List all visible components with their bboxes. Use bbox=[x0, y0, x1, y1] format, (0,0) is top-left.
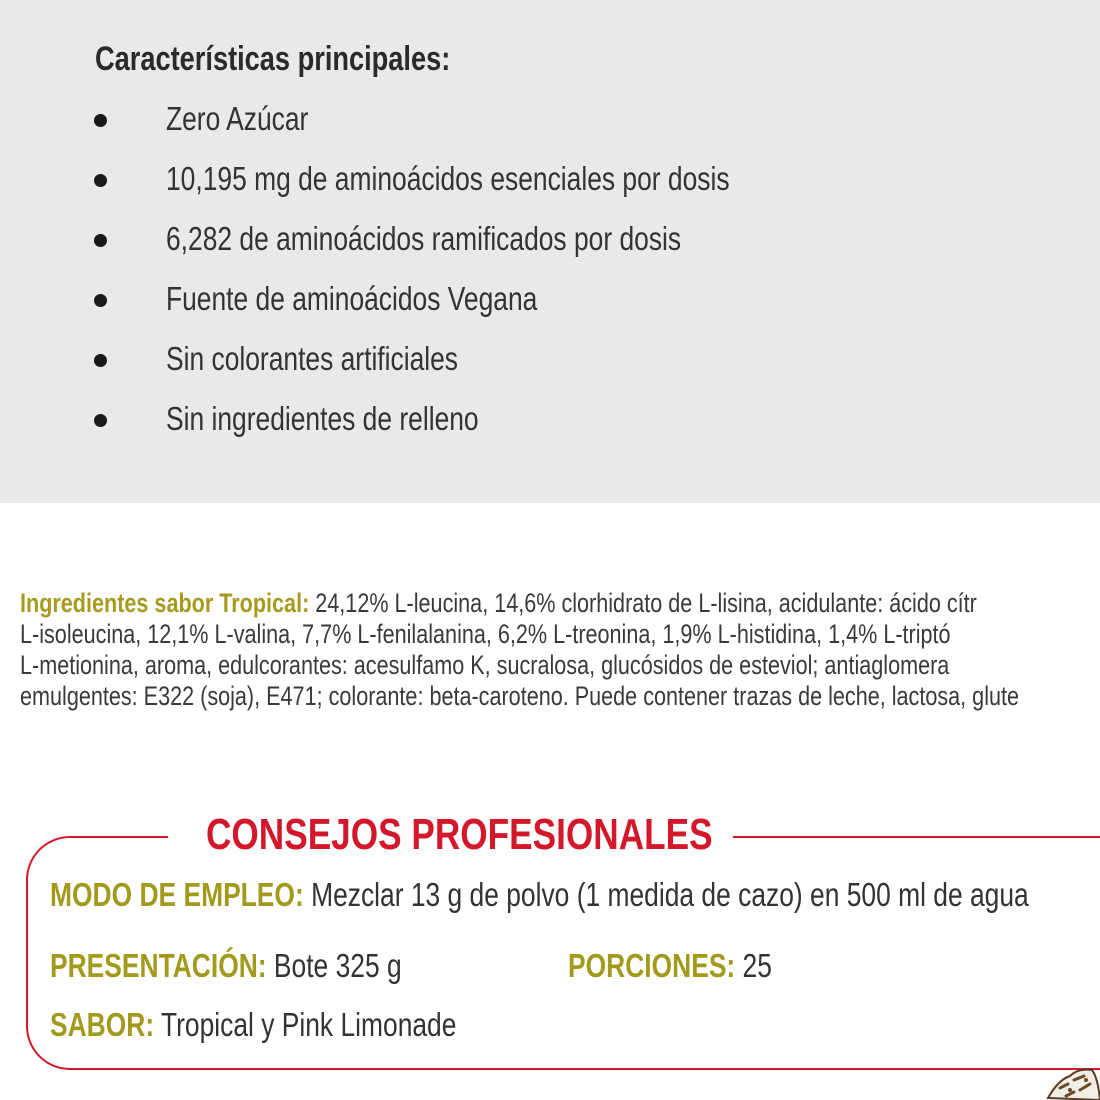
porciones-label: PORCIONES: bbox=[568, 947, 736, 984]
feature-item bbox=[0, 92, 1100, 152]
ingredients-text: emulgentes: E322 (soja), E471; colorante: beta-caroteno. Puede contener trazas de leche, lactosa, glute bbox=[20, 681, 1020, 711]
sabor-label: SABOR: bbox=[50, 1006, 155, 1043]
feature-item bbox=[0, 332, 1100, 392]
bullet-icon bbox=[94, 354, 107, 367]
ingredients-label: Ingredientes sabor Tropical: bbox=[20, 588, 310, 618]
feature-item bbox=[0, 392, 1100, 452]
feature-item bbox=[0, 212, 1100, 272]
feature-text: Sin ingredientes de relleno bbox=[166, 400, 479, 437]
bullet-icon bbox=[94, 234, 107, 247]
ingredients-line bbox=[20, 619, 1100, 650]
feature-item bbox=[0, 272, 1100, 332]
presentacion-row bbox=[50, 947, 490, 985]
ingredients-line bbox=[20, 650, 1100, 681]
feature-list bbox=[0, 92, 1100, 452]
ingredients-block bbox=[20, 588, 1100, 712]
sabor-row bbox=[50, 1006, 558, 1044]
feature-item bbox=[0, 152, 1100, 212]
modo-empleo-value: Mezclar 13 g de polvo (1 medida de cazo) en 500 ml de agua bbox=[303, 876, 1029, 913]
consejos-title: CONSEJOS PROFESIONALES bbox=[206, 810, 713, 859]
bullet-icon bbox=[94, 414, 107, 427]
feature-text: Sin colorantes artificiales bbox=[166, 340, 458, 377]
ingredients-line bbox=[20, 681, 1100, 712]
feature-text: Fuente de aminoácidos Vegana bbox=[166, 280, 538, 317]
decorative-illustration-icon bbox=[1040, 1040, 1100, 1100]
modo-empleo-label: MODO DE EMPLEO: bbox=[50, 876, 304, 913]
ingredients-text: L-metionina, aroma, edulcorantes: acesulfamo K, sucralosa, glucósidos de esteviol; antiaglomera bbox=[20, 650, 950, 680]
feature-text: 10,195 mg de aminoácidos esenciales por dosis bbox=[166, 160, 730, 197]
ingredients-text: 24,12% L-leucina, 14,6% clorhidrato de L-lisina, acidulante: ácido cítr bbox=[309, 588, 977, 618]
features-panel bbox=[0, 0, 1100, 503]
feature-text: 6,282 de aminoácidos ramificados por dosis bbox=[166, 220, 682, 257]
modo-empleo-row bbox=[50, 876, 1100, 914]
ingredients-line bbox=[20, 588, 1100, 619]
sabor-value: Tropical y Pink Limonade bbox=[154, 1006, 457, 1043]
bullet-icon bbox=[94, 114, 107, 127]
ingredients-text: L-isoleucina, 12,1% L-valina, 7,7% L-fenilalanina, 6,2% L-treonina, 1,9% L-histidina, 1,4% L-triptó bbox=[20, 619, 951, 649]
feature-text: Zero Azúcar bbox=[166, 100, 309, 137]
bullet-icon bbox=[94, 174, 107, 187]
presentacion-value: Bote 325 g bbox=[266, 947, 402, 984]
bullet-icon bbox=[94, 294, 107, 307]
features-title: Características principales: bbox=[95, 40, 451, 78]
presentacion-label: PRESENTACIÓN: bbox=[50, 947, 267, 984]
porciones-row bbox=[568, 947, 823, 985]
porciones-value: 25 bbox=[735, 947, 772, 984]
